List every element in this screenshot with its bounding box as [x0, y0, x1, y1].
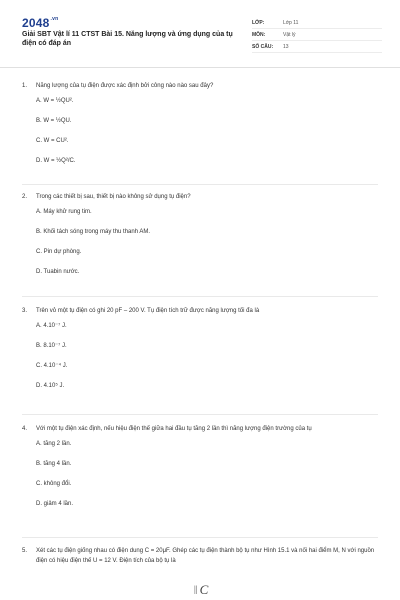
option-2c[interactable]: C. Pin dự phòng.	[36, 249, 82, 255]
question-5: 5. Xét các tụ điện giống nhau có điện dung C = 20μF. Ghép các tụ điện thành bộ tụ như Hình 15.1 và nối hai điểm M, N với nguồn điện có hiệu điện thế U = 12 V. Điện tích của bộ tụ là	[22, 548, 375, 564]
question-4: 4. Với một tụ điện xác định, nếu hiệu điện thế giữa hai đầu tụ tăng 2 lần thì năng lượng điện trường của tụ A. tăng 2 lần. B. tăng 4 lần. C. không đổi. D. giảm 4 lần.	[22, 424, 378, 514]
question-3: 3. Trên vỏ một tụ điện có ghi 20 pF – 200 V. Tụ điện tích trữ được năng lượng tối đa là A. 4.10⁻⁷ J. B. 8.10⁻⁷ J. C. 4.10⁻⁴ J. D. 4.10⁵ J.	[22, 306, 378, 396]
option-4c[interactable]: C. không đổi.	[36, 481, 72, 487]
option-1b[interactable]: B. W = ½QU.	[36, 118, 72, 124]
option-2a[interactable]: A. Máy khử rung tim.	[36, 209, 92, 215]
question-separator	[22, 537, 378, 538]
option-1d[interactable]: D. W = ½Q²/C.	[36, 158, 76, 164]
figure-capacitor-label: || C	[194, 582, 209, 597]
site-logo[interactable]: $2048^{.vn}$	[22, 16, 59, 30]
meta-row-subject: MÔN: Vật lý	[252, 29, 382, 41]
option-4b[interactable]: B. tăng 4 lần.	[36, 461, 72, 467]
option-1c[interactable]: C. W = CU².	[36, 138, 69, 144]
header-divider	[0, 67, 400, 68]
option-4d[interactable]: D. giảm 4 lần.	[36, 501, 74, 507]
question-separator	[22, 296, 378, 297]
page-title: Giải SBT Vật lí 11 CTST Bài 15. Năng lượng và ứng dụng của tụ điện có đáp án	[22, 31, 233, 47]
header	[0, 0, 400, 68]
option-4a[interactable]: A. tăng 2 lần.	[36, 441, 72, 447]
question-2: 2. Trong các thiết bị sau, thiết bị nào không sử dụng tụ điện? A. Máy khử rung tim. B. Khối tách sóng trong máy thu thanh AM. C. Pin dự phòng. D. Tuabin nước.	[22, 192, 378, 282]
option-3c[interactable]: C. 4.10⁻⁴ J.	[36, 363, 68, 369]
meta-row-class: LỚP: Lớp 11	[252, 17, 382, 29]
meta-info	[252, 17, 382, 53]
option-3a[interactable]: A. 4.10⁻⁷ J.	[36, 323, 67, 329]
question-1: 1. Năng lượng của tụ điện được xác định bởi công nào nào sau đây? A. W = ½QU². B. W = ½QU. C. W = CU². D. W = ½Q²/C.	[22, 81, 378, 171]
option-3d[interactable]: D. 4.10⁵ J.	[36, 383, 65, 389]
question-separator	[22, 184, 378, 185]
meta-row-count: SỐ CÂU: 13	[252, 41, 382, 53]
question-separator	[22, 414, 378, 415]
option-2b[interactable]: B. Khối tách sóng trong máy thu thanh AM.	[36, 229, 151, 235]
option-1a[interactable]: A. W = ½QU².	[36, 98, 74, 104]
option-3b[interactable]: B. 8.10⁻⁷ J.	[36, 343, 67, 349]
option-2d[interactable]: D. Tuabin nước.	[36, 269, 80, 275]
